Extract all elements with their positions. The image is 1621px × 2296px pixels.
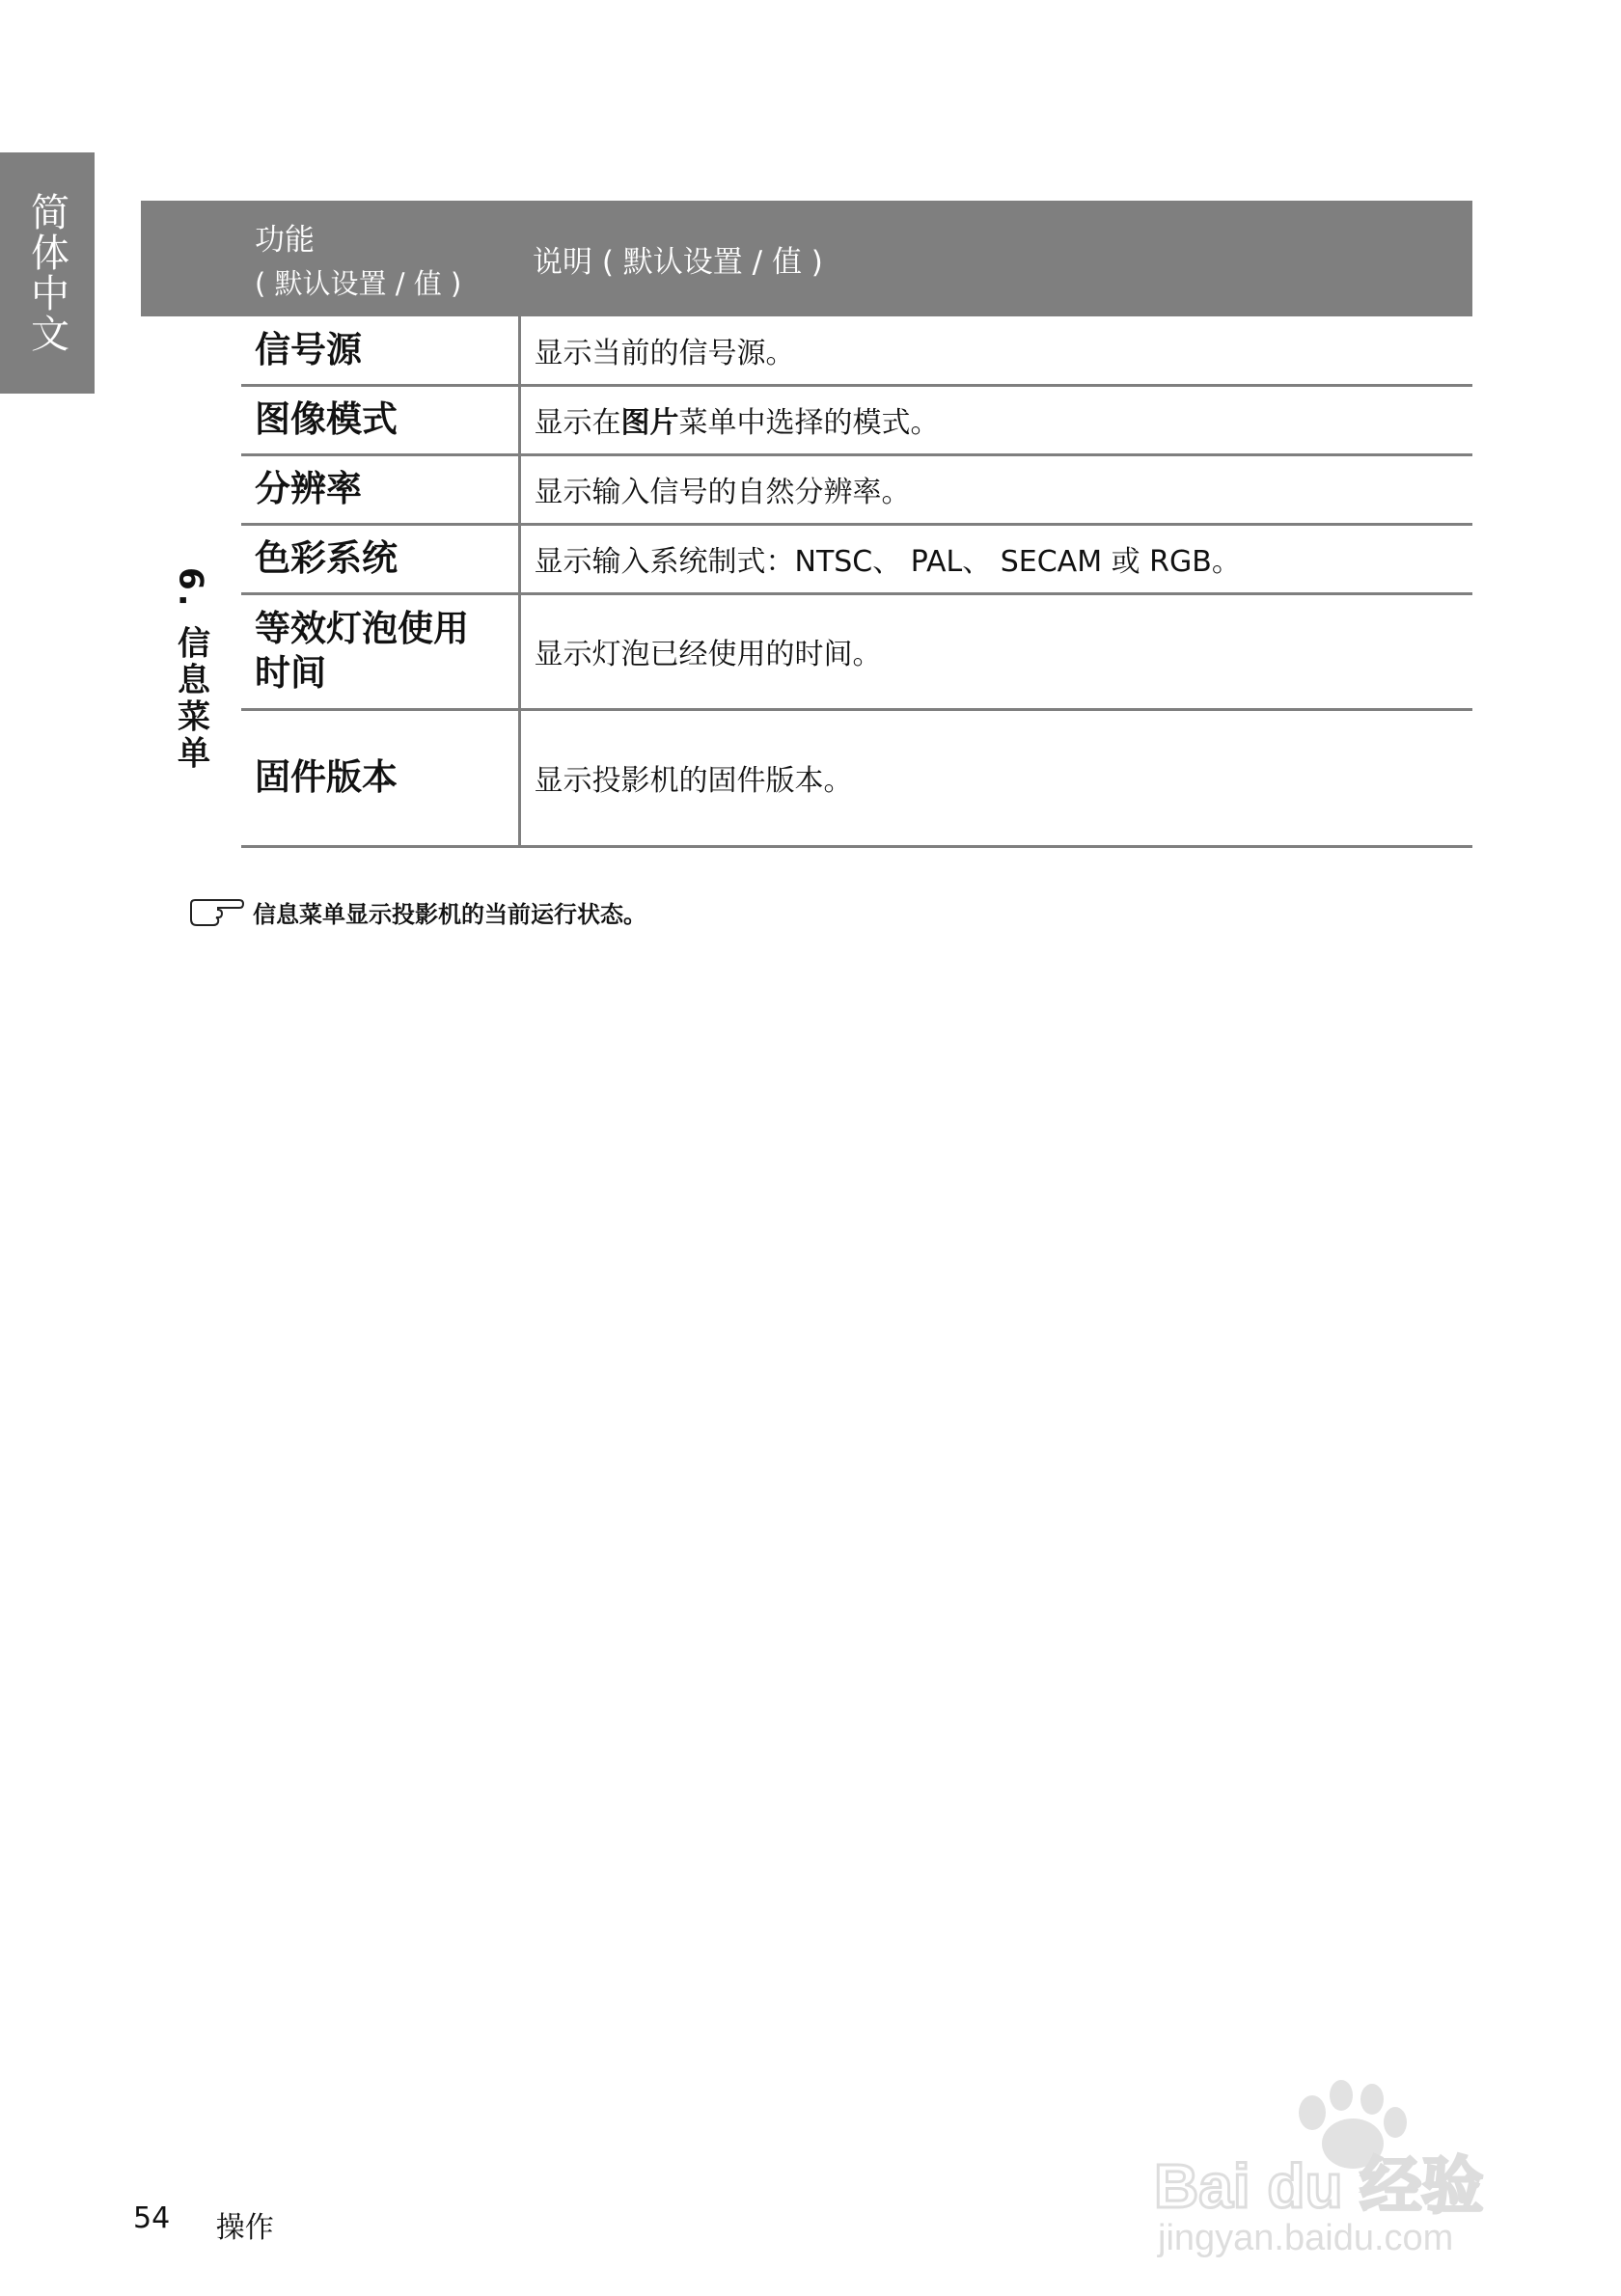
info-menu-table — [141, 201, 1472, 848]
header-description: 说明 ( 默认设置 / 值 ) — [519, 201, 1472, 316]
info-menu-table-wrap — [141, 201, 1472, 848]
note — [189, 895, 646, 929]
function-cell: 等效灯泡使用时间 — [241, 593, 519, 709]
description-bold-term: 图片 — [620, 406, 679, 440]
language-side-tab — [0, 152, 95, 394]
language-tab-label: 简体中文 — [24, 192, 69, 354]
section-label: 6. 信息菜单 — [171, 567, 210, 773]
description-cell: 显示灯泡已经使用的时间。 — [519, 593, 1472, 709]
section-cell — [141, 316, 241, 846]
function-cell: 信号源 — [255, 328, 362, 370]
table-row — [141, 593, 1472, 709]
description-prefix: 显示在 — [534, 406, 621, 440]
pointing-hand-icon — [189, 898, 245, 927]
footer-section-title: 操作 — [215, 2211, 274, 2245]
description-cell: 显示输入系统制式：NTSC、 PAL、 SECAM 或 RGB。 — [519, 524, 1472, 593]
watermark-logo — [1148, 2074, 1553, 2257]
table-row — [141, 454, 1472, 524]
description-cell — [519, 385, 1472, 454]
header-function-subtitle: ( 默认设置 / 值 ) — [255, 267, 462, 300]
description-cell: 显示当前的信号源。 — [519, 316, 1472, 385]
description-suffix: 菜单中选择的模式。 — [678, 406, 940, 440]
baidu-jingyan-watermark — [1148, 2074, 1553, 2261]
page-footer — [133, 2194, 274, 2245]
table-row — [141, 524, 1472, 593]
function-cell: 固件版本 — [241, 709, 519, 846]
header-function-title: 功能 — [255, 223, 315, 258]
watermark-line1: Bai du 经验 — [1154, 2151, 1484, 2221]
watermark-line2: jingyan.baidu.com — [1158, 2218, 1454, 2257]
table-row — [141, 385, 1472, 454]
note-text: 信息菜单显示投影机的当前运行状态。 — [253, 901, 646, 928]
table-row — [141, 709, 1472, 846]
function-cell: 图像模式 — [241, 385, 519, 454]
table-header-row — [141, 201, 1472, 316]
description-cell: 显示投影机的固件版本。 — [519, 709, 1472, 846]
function-cell: 色彩系统 — [241, 524, 519, 593]
header-blank-cell — [141, 201, 241, 316]
function-cell: 分辨率 — [241, 454, 519, 524]
description-cell: 显示输入信号的自然分辨率。 — [519, 454, 1472, 524]
table-row — [141, 316, 1472, 385]
header-function — [241, 201, 519, 316]
page-number: 54 — [133, 2201, 171, 2235]
